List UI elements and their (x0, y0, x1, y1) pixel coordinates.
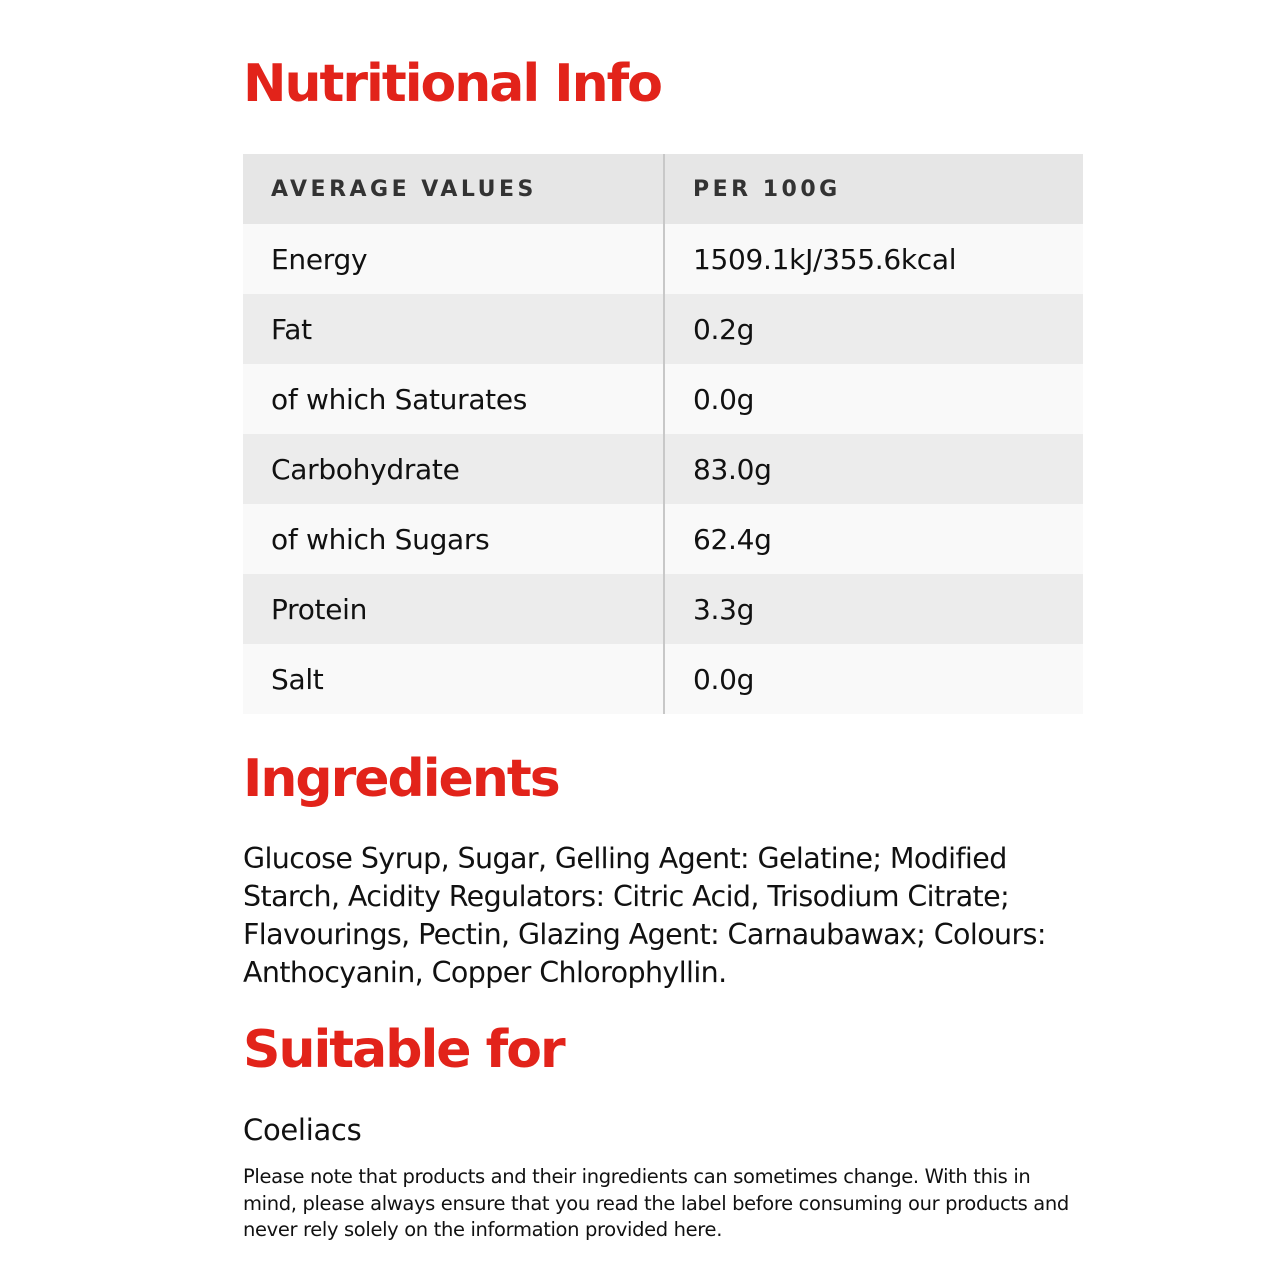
nutrient-value: 3.3g (664, 574, 1083, 644)
nutrient-label: Carbohydrate (243, 434, 664, 504)
nutrition-table-header-row (243, 154, 1083, 224)
nutrient-label: of which Saturates (243, 364, 664, 434)
nutrient-value: 1509.1kJ/355.6kcal (664, 224, 1083, 294)
ingredients-text: Glucose Syrup, Sugar, Gelling Agent: Gelatine; Modified Starch, Acidity Regulators: Citric Acid, Trisodium Citrate; Flavourings, Pectin, Glazing Agent: Carnaubawax; Colours: Anthocyanin, Copper Chlorophyllin. (243, 842, 1046, 989)
nutritional-info-heading: Nutritional Info (243, 54, 662, 114)
ingredients-heading: Ingredients (243, 749, 559, 809)
nutrient-value: 0.0g (664, 364, 1083, 434)
nutrient-label: Salt (243, 644, 664, 714)
nutrient-value: 0.0g (664, 644, 1083, 714)
nutrient-label: Fat (243, 294, 664, 364)
table-row (243, 224, 1083, 294)
header-per-100g: PER 100G (664, 154, 1083, 224)
table-row (243, 504, 1083, 574)
nutrient-value: 0.2g (664, 294, 1083, 364)
suitable-for-heading: Suitable for (243, 1020, 564, 1080)
table-row (243, 294, 1083, 364)
disclaimer-text: Please note that products and their ingredients can sometimes change. With this in mind, please always ensure that you read the label before consuming our products and never rely solely on the information provided here. (243, 1165, 1069, 1241)
nutrient-label: Protein (243, 574, 664, 644)
header-average-values: AVERAGE VALUES (243, 154, 664, 224)
table-row (243, 434, 1083, 504)
nutrient-label: of which Sugars (243, 504, 664, 574)
nutrient-label: Energy (243, 224, 664, 294)
table-row (243, 574, 1083, 644)
suitable-item: Coeliacs (243, 1113, 362, 1147)
nutrient-value: 62.4g (664, 504, 1083, 574)
nutrition-table (243, 154, 1083, 714)
nutrient-value: 83.0g (664, 434, 1083, 504)
table-row (243, 644, 1083, 714)
table-row (243, 364, 1083, 434)
